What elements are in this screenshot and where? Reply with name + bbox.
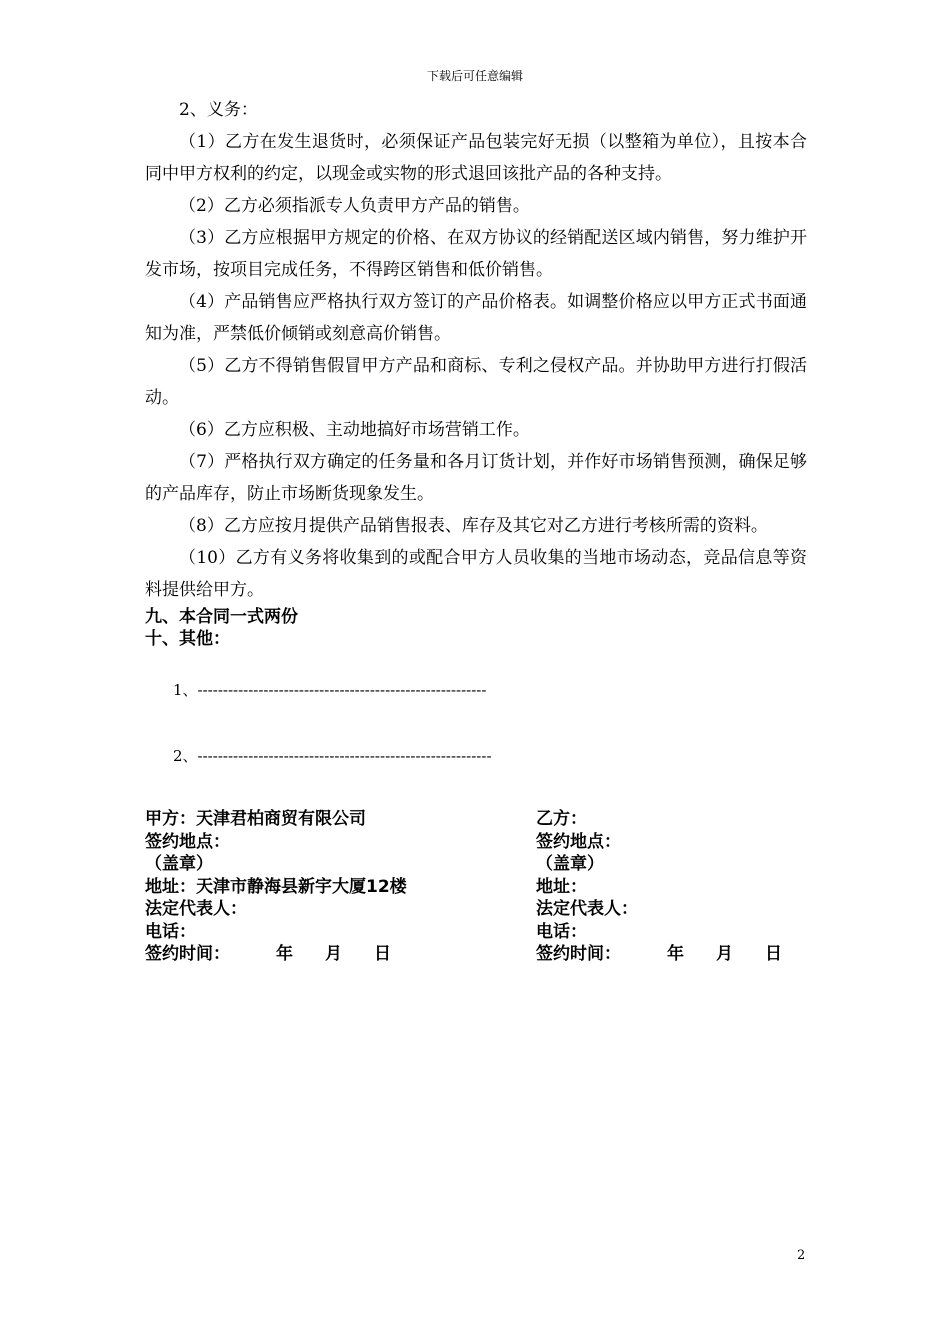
party-a-day: 日	[374, 944, 391, 964]
party-a-year: 年	[276, 944, 293, 964]
signature-row-place	[145, 831, 825, 854]
party-b-day: 日	[765, 944, 782, 964]
party-b-phone: 电话：	[536, 921, 587, 942]
obligation-item: （4）产品销售应严格执行双方签订的产品价格表。如调整价格应以甲方正式书面通知为准，严禁低价倾销或刻意高价销售。	[145, 292, 807, 344]
party-b-time	[536, 943, 825, 966]
obligation-item: （6）乙方应积极、主动地搞好市场营销工作。	[179, 420, 530, 440]
party-a-time	[145, 943, 536, 966]
obligation-item: （8）乙方应按月提供产品销售报表、库存及其它对乙方进行考核所需的资料。	[179, 516, 768, 536]
other-line-2: 2、----------------------------------------------------------	[173, 747, 492, 765]
signature-row-phone	[145, 921, 825, 944]
party-b-month: 月	[716, 944, 733, 964]
party-a-place: 签约地点：	[145, 831, 230, 852]
obligation-item: （1）乙方在发生退货时，必须保证产品包装完好无损（以整箱为单位），且按本合同中甲方权利的约定，以现金或实物的形式退回该批产品的各种支持。	[145, 132, 807, 184]
signature-row-time	[145, 943, 825, 966]
party-a-rep: 法定代表人：	[145, 899, 247, 919]
signature-block	[145, 808, 825, 966]
obligation-item: （2）乙方必须指派专人负责甲方产品的销售。	[179, 196, 530, 216]
party-b-time-label: 签约时间：	[536, 944, 621, 964]
party-b-rep: 法定代表人：	[536, 899, 638, 919]
other-line-1: 1、---------------------------------------------------------	[173, 681, 487, 699]
obligation-item: （7）严格执行双方确定的任务量和各月订货计划，并作好市场销售预测，确保足够的产品库存，防止市场断货现象发生。	[145, 452, 807, 504]
obligation-item: （10）乙方有义务将收集到的或配合甲方人员收集的当地市场动态，竞品信息等资料提供给甲方。	[145, 548, 807, 600]
section-nine-heading: 九、本合同一式两份	[145, 607, 298, 627]
page-number: 2	[797, 1248, 806, 1263]
party-a-phone: 电话：	[145, 921, 196, 942]
party-b-seal: （盖章）	[536, 854, 604, 874]
party-b-name: 乙方：	[536, 809, 587, 829]
party-a-time-label: 签约时间：	[145, 944, 230, 964]
party-b-year: 年	[667, 944, 684, 964]
party-b-place: 签约地点：	[536, 831, 621, 852]
signature-row-seal	[145, 853, 825, 876]
party-a-month: 月	[325, 944, 342, 964]
document-body	[145, 94, 807, 772]
party-a-address: 地址：天津市静海县新宇大厦12楼	[145, 876, 407, 897]
party-a-name: 甲方：天津君柏商贸有限公司	[145, 809, 366, 829]
signature-row-rep	[145, 898, 825, 921]
header-note: 下载后可任意编辑	[426, 69, 523, 83]
obligations-title: 2、义务：	[179, 100, 258, 120]
obligation-item: （5）乙方不得销售假冒甲方产品和商标、专利之侵权产品。并协助甲方进行打假活动。	[145, 356, 807, 408]
signature-row-name	[145, 808, 825, 831]
section-ten-heading: 十、其他：	[145, 629, 230, 649]
party-a-seal: （盖章）	[145, 854, 213, 874]
obligation-item: （3）乙方应根据甲方规定的价格、在双方协议的经销配送区域内销售，努力维护开发市场，按项目完成任务，不得跨区销售和低价销售。	[145, 228, 807, 280]
party-b-address: 地址：	[536, 876, 587, 897]
signature-row-address	[145, 876, 825, 899]
